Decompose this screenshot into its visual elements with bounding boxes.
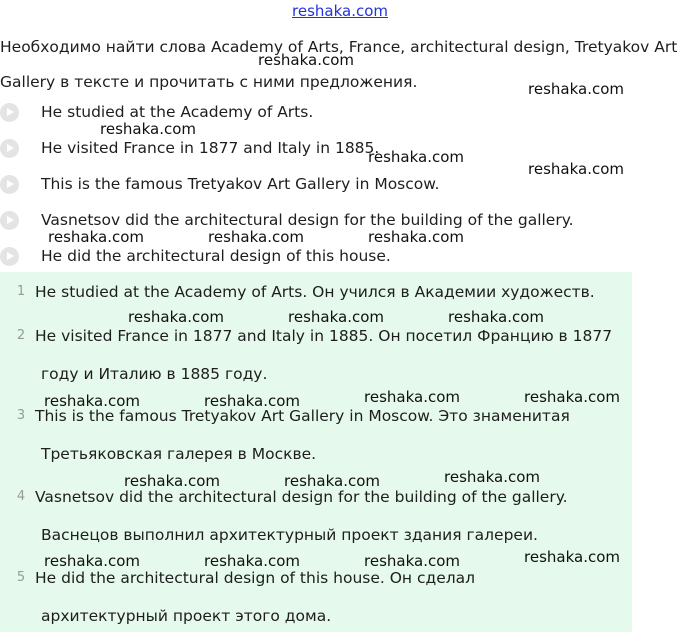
sentence-item-3 xyxy=(0,166,439,202)
sentence-text: He studied at the Academy of Arts. xyxy=(41,103,314,121)
watermark: reshaka.com xyxy=(44,552,140,570)
answer-number: 3 xyxy=(16,408,26,423)
watermark: reshaka.com xyxy=(284,472,380,490)
answer-number: 1 xyxy=(16,284,26,299)
watermark: reshaka.com xyxy=(528,160,624,178)
answer-number: 2 xyxy=(16,328,26,343)
watermark: reshaka.com xyxy=(448,308,544,326)
watermark: reshaka.com xyxy=(368,228,464,246)
watermark: reshaka.com xyxy=(364,552,460,570)
answer-panel xyxy=(0,272,632,632)
answer-line: This is the famous Tretyakov Art Gallery in Moscow. Это знаменитая xyxy=(35,407,570,425)
watermark: reshaka.com xyxy=(204,392,300,410)
play-icon[interactable] xyxy=(0,139,19,158)
watermark: reshaka.com xyxy=(48,228,144,246)
watermark: reshaka.com xyxy=(258,51,354,69)
site-link[interactable]: reshaka.com xyxy=(292,2,388,20)
answer-line-continued: году и Италию в 1885 году. xyxy=(41,365,268,383)
sentence-text: Vasnetsov did the architectural design for the building of the gallery. xyxy=(41,211,574,229)
answer-line-continued: Третьяковская галерея в Москве. xyxy=(41,445,317,463)
watermark: reshaka.com xyxy=(524,388,620,406)
play-icon[interactable] xyxy=(0,103,19,122)
watermark: reshaka.com xyxy=(204,552,300,570)
play-icon[interactable] xyxy=(0,247,19,266)
watermark: reshaka.com xyxy=(124,472,220,490)
sentence-text: This is the famous Tretyakov Art Gallery in Moscow. xyxy=(41,175,440,193)
watermark: reshaka.com xyxy=(368,148,464,166)
answer-line: He did the architectural design of this house. Он сделал xyxy=(35,569,476,587)
sentence-text: He did the architectural design of this house. xyxy=(41,247,391,265)
watermark: reshaka.com xyxy=(208,228,304,246)
answer-line: Vasnetsov did the architectural design for the building of the gallery. xyxy=(35,488,568,506)
answer-number: 4 xyxy=(16,489,26,504)
answer-line-continued: Васнецов выполнил архитектурный проект здания галереи. xyxy=(41,526,538,544)
answer-line: He visited France in 1877 and Italy in 1885. Он посетил Францию в 1877 xyxy=(35,327,613,345)
watermark: reshaka.com xyxy=(288,308,384,326)
watermark: reshaka.com xyxy=(528,80,624,98)
task-text: Необходимо найти слова Academy of Arts, France, architectural design, Tretyakov Art Gallery в тексте и прочитать с ними предложения. xyxy=(0,38,678,91)
answer-line-continued: архитектурный проект этого дома. xyxy=(41,607,332,625)
watermark: reshaka.com xyxy=(524,548,620,566)
watermark: reshaka.com xyxy=(128,308,224,326)
play-icon[interactable] xyxy=(0,175,19,194)
answer-line: He studied at the Academy of Arts. Он учился в Академии художеств. xyxy=(35,283,595,301)
sentence-text: He visited France in 1877 and Italy in 1885. xyxy=(41,139,380,157)
watermark: reshaka.com xyxy=(444,468,540,486)
watermark: reshaka.com xyxy=(364,388,460,406)
watermark: reshaka.com xyxy=(100,120,196,138)
play-icon[interactable] xyxy=(0,211,19,230)
watermark: reshaka.com xyxy=(44,392,140,410)
answer-number: 5 xyxy=(16,570,26,585)
